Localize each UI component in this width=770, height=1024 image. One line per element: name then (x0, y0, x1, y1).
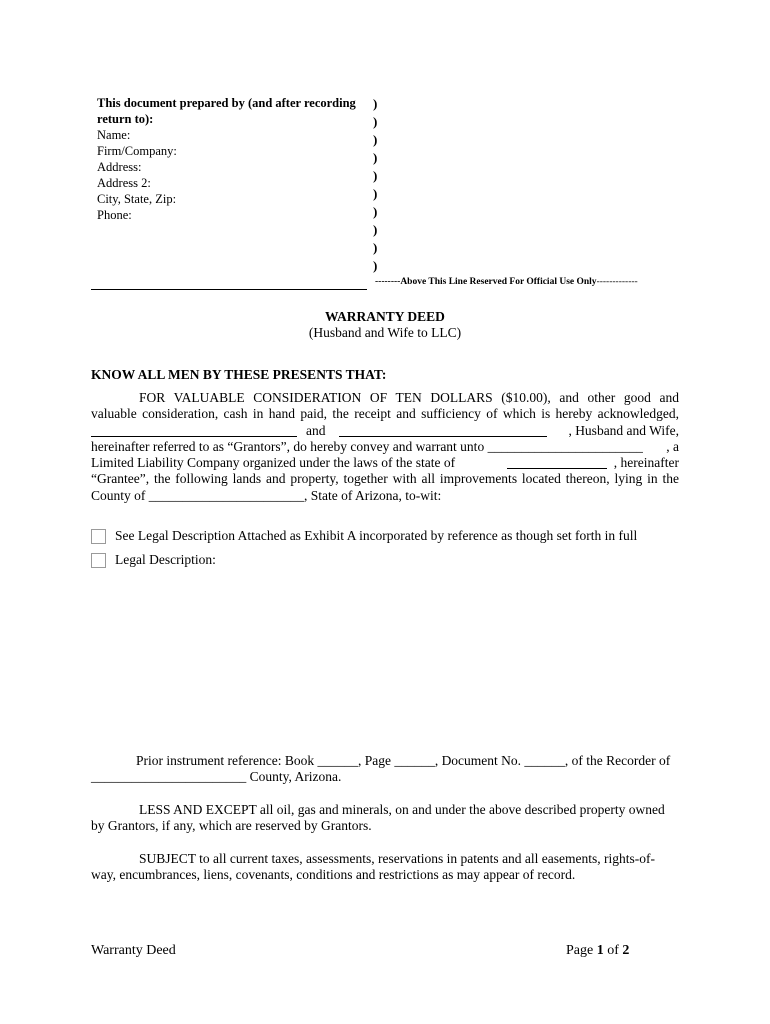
signature-divider-line (91, 289, 367, 290)
hereinafter-text: , hereinafter (613, 455, 679, 471)
reserved-text: Above This Line Reserved For Official Use Only (400, 277, 597, 287)
reserved-dashes-left: -------- (375, 277, 401, 287)
legal-description-label: Legal Description: (115, 552, 216, 567)
paren: ) (373, 222, 378, 237)
consideration-line-1: FOR VALUABLE CONSIDERATION OF TEN DOLLARS ($10.00), and other good and (139, 390, 679, 405)
less-line-2: by Grantors, if any, which are reserved by Grantors. (91, 818, 372, 834)
prior-instrument-paragraph (91, 753, 679, 786)
paren: ) (373, 132, 378, 147)
page-indicator (566, 943, 629, 959)
preparer-block (97, 95, 367, 223)
consideration-line-4 (91, 439, 679, 455)
paren: ) (373, 150, 378, 165)
paren: ) (373, 96, 378, 111)
footer-title: Warranty Deed (91, 943, 176, 958)
legal-description-option[interactable] (91, 552, 216, 568)
grantee-a-text: , a (666, 438, 679, 454)
preparer-field-firm: Firm/Company: (97, 144, 177, 158)
document-subtitle: (Husband and Wife to LLC) (308, 325, 462, 340)
paren: ) (373, 240, 378, 255)
consideration-line-5 (91, 455, 679, 471)
subject-to-paragraph (91, 851, 679, 884)
page-prefix: Page (566, 943, 597, 958)
preparer-heading: This document prepared by (and after recording return to): (97, 96, 356, 126)
llc-state-text: Limited Liability Company organized under the laws of the state of (91, 455, 456, 471)
prior-line-2: _______________________ County, Arizona. (91, 769, 342, 785)
reserved-dashes-right: ------------- (596, 277, 638, 287)
consideration-line-3 (91, 423, 679, 439)
consideration-line-7: County of _______________________, State of Arizona, to-wit: (91, 487, 442, 503)
paren: ) (373, 114, 378, 129)
less-except-paragraph (91, 802, 679, 835)
legal-description-checkbox[interactable] (91, 553, 106, 568)
subject-line-2: way, encumbrances, liens, covenants, conditions and restrictions as may appear of record. (91, 867, 576, 883)
grantor-1-blank[interactable] (91, 424, 297, 437)
paren: ) (373, 168, 378, 183)
grantor-2-blank[interactable] (339, 424, 547, 437)
preparer-field-city-state-zip: City, State, Zip: (97, 192, 177, 206)
grantors-convey-text: hereinafter referred to as “Grantors”, do hereby convey and warrant unto _______________________ (91, 438, 643, 454)
official-use-notice (375, 277, 638, 287)
prior-line-1: Prior instrument reference: Book ______, Page ______, Document No. ______, of the Recorder of (136, 753, 671, 768)
exhibit-a-checkbox[interactable] (91, 529, 106, 544)
less-line-1: LESS AND EXCEPT all oil, gas and minerals, on and under the above described property owned (139, 802, 665, 817)
preparer-field-phone: Phone: (97, 208, 132, 222)
exhibit-a-label: See Legal Description Attached as Exhibit A incorporated by reference as though set forth in full (115, 528, 638, 543)
page-total: 2 (622, 943, 630, 958)
paren-column (373, 95, 377, 275)
consideration-paragraph (91, 390, 679, 504)
consideration-line-2: valuable consideration, cash in hand paid, the receipt and sufficiency of which is hereby acknowledged, (91, 406, 679, 422)
page-number: 1 (596, 943, 604, 958)
state-blank[interactable] (507, 456, 607, 469)
husband-wife-text: , Husband and Wife, (568, 422, 679, 438)
consideration-line-6: “Grantee”, the following lands and property, together with all improvements located thereon, lying in the (91, 471, 679, 487)
paren: ) (373, 204, 378, 219)
preparer-field-address: Address: (97, 160, 142, 174)
preparer-field-address2: Address 2: (97, 176, 151, 190)
exhibit-a-option[interactable] (91, 528, 637, 544)
preparer-field-name: Name: (97, 128, 131, 142)
know-all-men-heading: KNOW ALL MEN BY THESE PRESENTS THAT: (91, 367, 387, 382)
and-text: and (306, 422, 326, 438)
paren: ) (373, 186, 378, 201)
document-title: WARRANTY DEED (325, 309, 445, 324)
page-of: of (603, 943, 623, 958)
paren: ) (373, 258, 378, 273)
subject-line-1: SUBJECT to all current taxes, assessments, reservations in patents and all easements, rights-of- (139, 851, 656, 866)
